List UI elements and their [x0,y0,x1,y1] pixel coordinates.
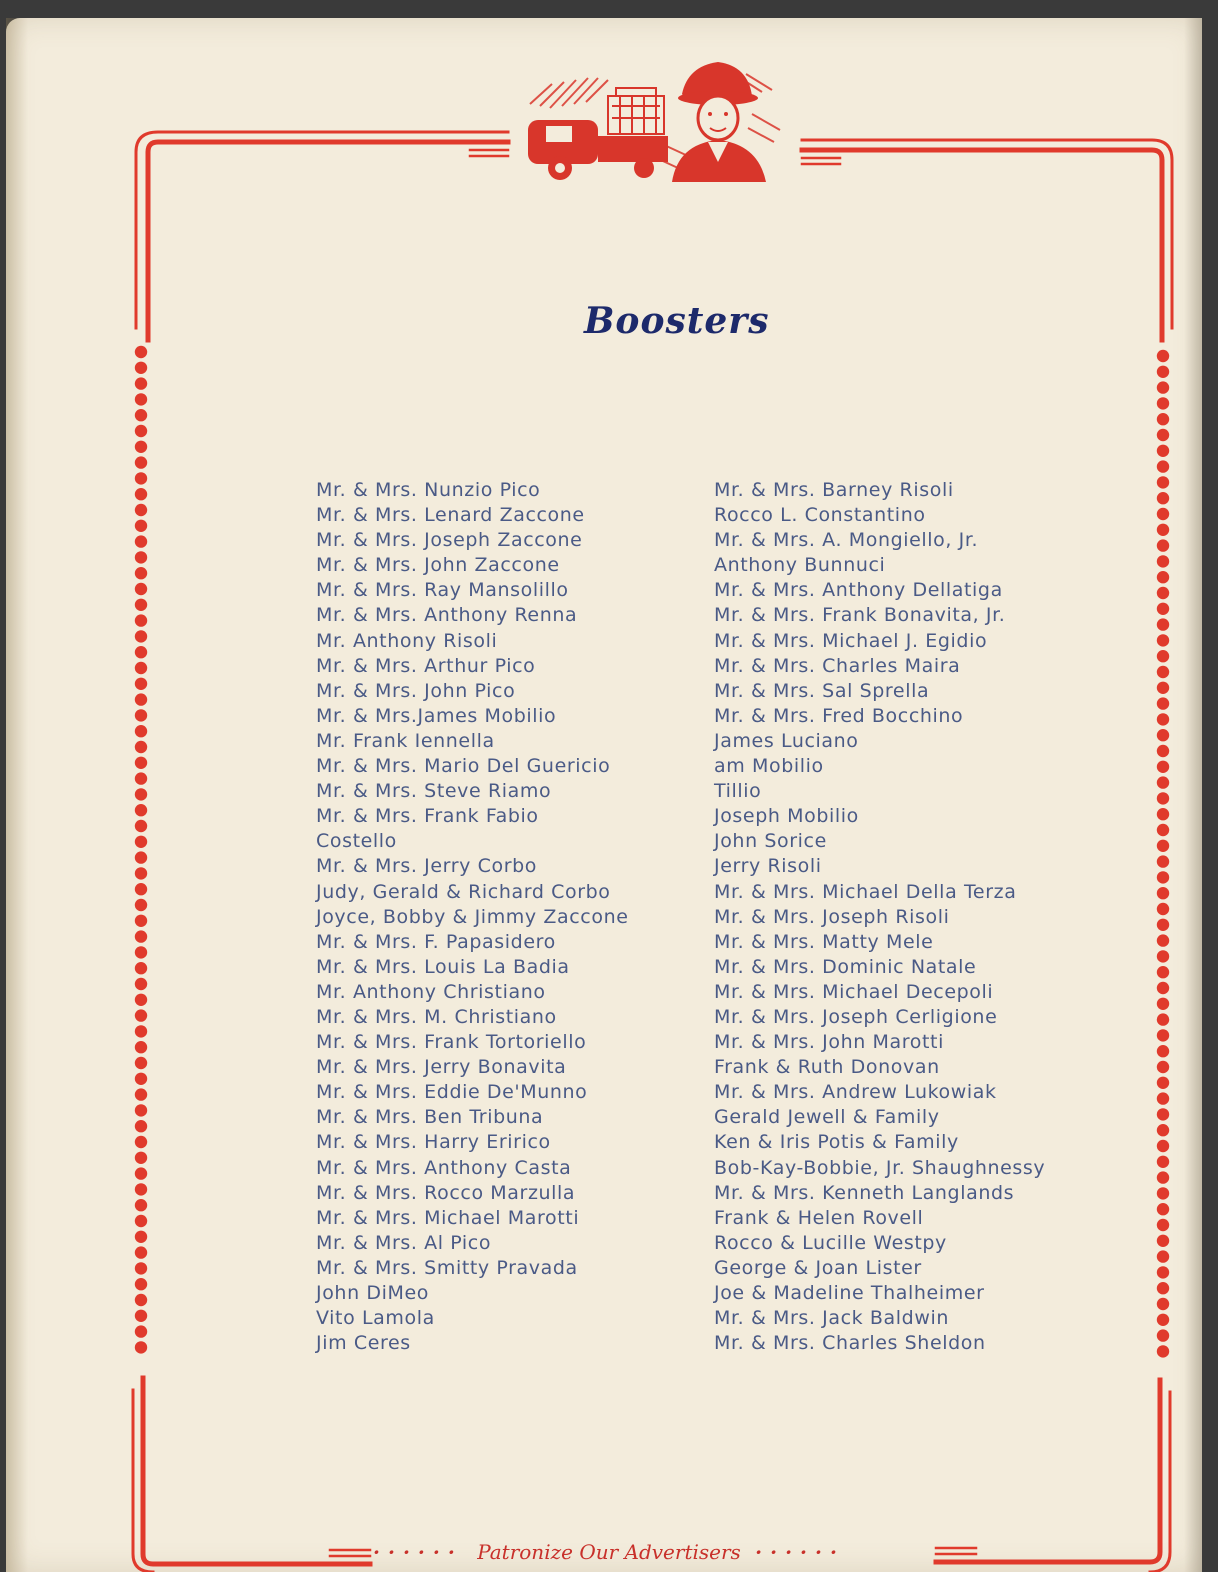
booster-entry: Mr. & Mrs. Jerry Corbo [316,855,538,878]
booster-entry: Mr. & Mrs. Andrew Lukowiak [714,1081,997,1104]
booster-entry: Mr. Frank Iennella [316,729,495,752]
booster-entry: Mr. & Mrs. Ray Mansolillo [316,579,569,602]
booster-entry: Mr. & Mrs. Kenneth Langlands [714,1181,1015,1204]
booster-entry: Mr. & Mrs. Mario Del Guericio [316,755,611,778]
booster-entry: Mr. & Mrs. John Zaccone [316,554,560,577]
boosters-list-left [316,478,629,1356]
booster-entry: Mr. & Mrs. Michael Della Terza [714,880,1017,903]
booster-entry: Mr. & Mrs. John Marotti [714,1031,944,1054]
boosters-list-right [714,478,1045,1356]
booster-entry: Mr. & Mrs. Smitty Pravada [316,1256,578,1279]
booster-entry: John DiMeo [316,1282,429,1304]
booster-entry: Mr. & Mrs. Joseph Risoli [714,905,950,928]
booster-entry: Mr. & Mrs. F. Papasidero [316,930,556,953]
booster-entry: Joseph Mobilio [714,805,859,828]
booster-entry: Mr. & Mrs. Jack Baldwin [714,1307,949,1330]
booster-entry: Bob-Kay-Bobbie, Jr. Shaughnessy [714,1156,1046,1179]
booster-entry: Mr. & Mrs. Anthony Dellatiga [714,579,1003,602]
booster-entry: Mr. & Mrs. Fred Bocchino [714,704,964,727]
booster-entry: Rocco & Lucille Westpy [714,1231,947,1254]
booster-entry: Anthony Bunnuci [714,554,886,577]
booster-entry: Mr. & Mrs. Rocco Marzulla [316,1181,576,1204]
booster-entry: am Mobilio [714,755,824,778]
booster-entry: Mr. & Mrs. Steve Riamo [316,780,552,803]
booster-entry: Mr. & Mrs. Jerry Bonavita [316,1056,567,1079]
footer [0,1540,1218,1564]
page-edge-shadow [1184,18,1202,1572]
booster-entry: Mr. & Mrs. Barney Risoli [714,479,954,501]
booster-entry: Joyce, Bobby & Jimmy Zaccone [316,905,629,928]
booster-entry: Mr. & Mrs. Arthur Pico [316,654,536,677]
booster-entry: Frank & Ruth Donovan [714,1056,940,1079]
booster-entry: Mr. Anthony Christiano [316,980,546,1003]
booster-entry: Mr. & Mrs. M. Christiano [316,1005,557,1028]
booster-entry: Mr. & Mrs. Al Pico [316,1231,492,1254]
booster-entry: Mr. & Mrs. Joseph Cerligione [714,1005,998,1028]
booster-entry: Mr. & Mrs. Matty Mele [714,930,934,953]
booster-entry: Mr. Anthony Risoli [316,629,498,652]
booster-entry: Frank & Helen Rovell [714,1206,924,1229]
booster-entry: Mr. & Mrs. Anthony Casta [316,1156,572,1179]
booster-entry: Mr. & Mrs. Charles Sheldon [714,1332,986,1355]
booster-entry: Jerry Risoli [714,855,822,878]
booster-entry: Mr. & Mrs. Frank Fabio [316,805,539,828]
footer-text: Patronize Our Advertisers [477,1540,741,1564]
booster-entry: Mr. & Mrs. Michael Marotti [316,1206,580,1229]
booster-entry: Mr. & Mrs. Joseph Zaccone [316,529,583,552]
booster-entry: George & Joan Lister [714,1256,922,1279]
booster-entry: Mr. & Mrs. Michael J. Egidio [714,629,988,652]
booster-entry: James Luciano [714,729,859,752]
booster-entry: Mr. & Mrs. Charles Maira [714,654,961,677]
booster-entry: Mr. & Mrs. Nunzio Pico [316,479,541,501]
booster-entry: Mr. & Mrs.James Mobilio [316,704,557,727]
footer-dots-left: ······ [373,1540,463,1564]
booster-entry: Mr. & Mrs. Lenard Zaccone [316,504,585,527]
booster-entry: Mr. & Mrs. Anthony Renna [316,604,578,627]
booster-entry: Rocco L. Constantino [714,504,926,527]
booster-entry: Tillio [714,780,762,803]
page-spine-shadow [6,18,28,1572]
booster-entry: John Sorice [714,830,827,853]
fire-truck-and-firefighter-icon [512,44,784,182]
booster-entry: Mr. & Mrs. Frank Tortoriello [316,1031,587,1054]
booster-entry: Joe & Madeline Thalheimer [714,1282,985,1304]
booster-entry: Ken & Iris Potis & Family [714,1131,959,1154]
booster-entry: Mr. & Mrs. Dominic Natale [714,955,977,978]
booster-entry: Mr. & Mrs. Michael Decepoli [714,980,994,1003]
booster-entry: Mr. & Mrs. Louis La Badia [316,955,570,978]
booster-entry: Vito Lamola [316,1307,435,1330]
booster-entry: Mr. & Mrs. John Pico [316,679,516,702]
booster-entry: Costello [316,830,397,853]
booster-entry: Judy, Gerald & Richard Corbo [316,880,611,903]
booster-entry: Gerald Jewell & Family [714,1106,940,1129]
booster-entry: Jim Ceres [316,1332,411,1355]
booster-entry: Mr. & Mrs. A. Mongiello, Jr. [714,529,979,552]
booster-entry: Mr. & Mrs. Frank Bonavita, Jr. [714,604,1006,627]
page-title: Boosters [584,300,770,342]
booster-entry: Mr. & Mrs. Sal Sprella [714,679,930,702]
booster-entry: Mr. & Mrs. Harry Eririco [316,1131,551,1154]
booster-entry: Mr. & Mrs. Eddie De'Munno [316,1081,588,1104]
footer-dots-right: ······ [755,1540,845,1564]
booster-entry: Mr. & Mrs. Ben Tribuna [316,1106,544,1129]
